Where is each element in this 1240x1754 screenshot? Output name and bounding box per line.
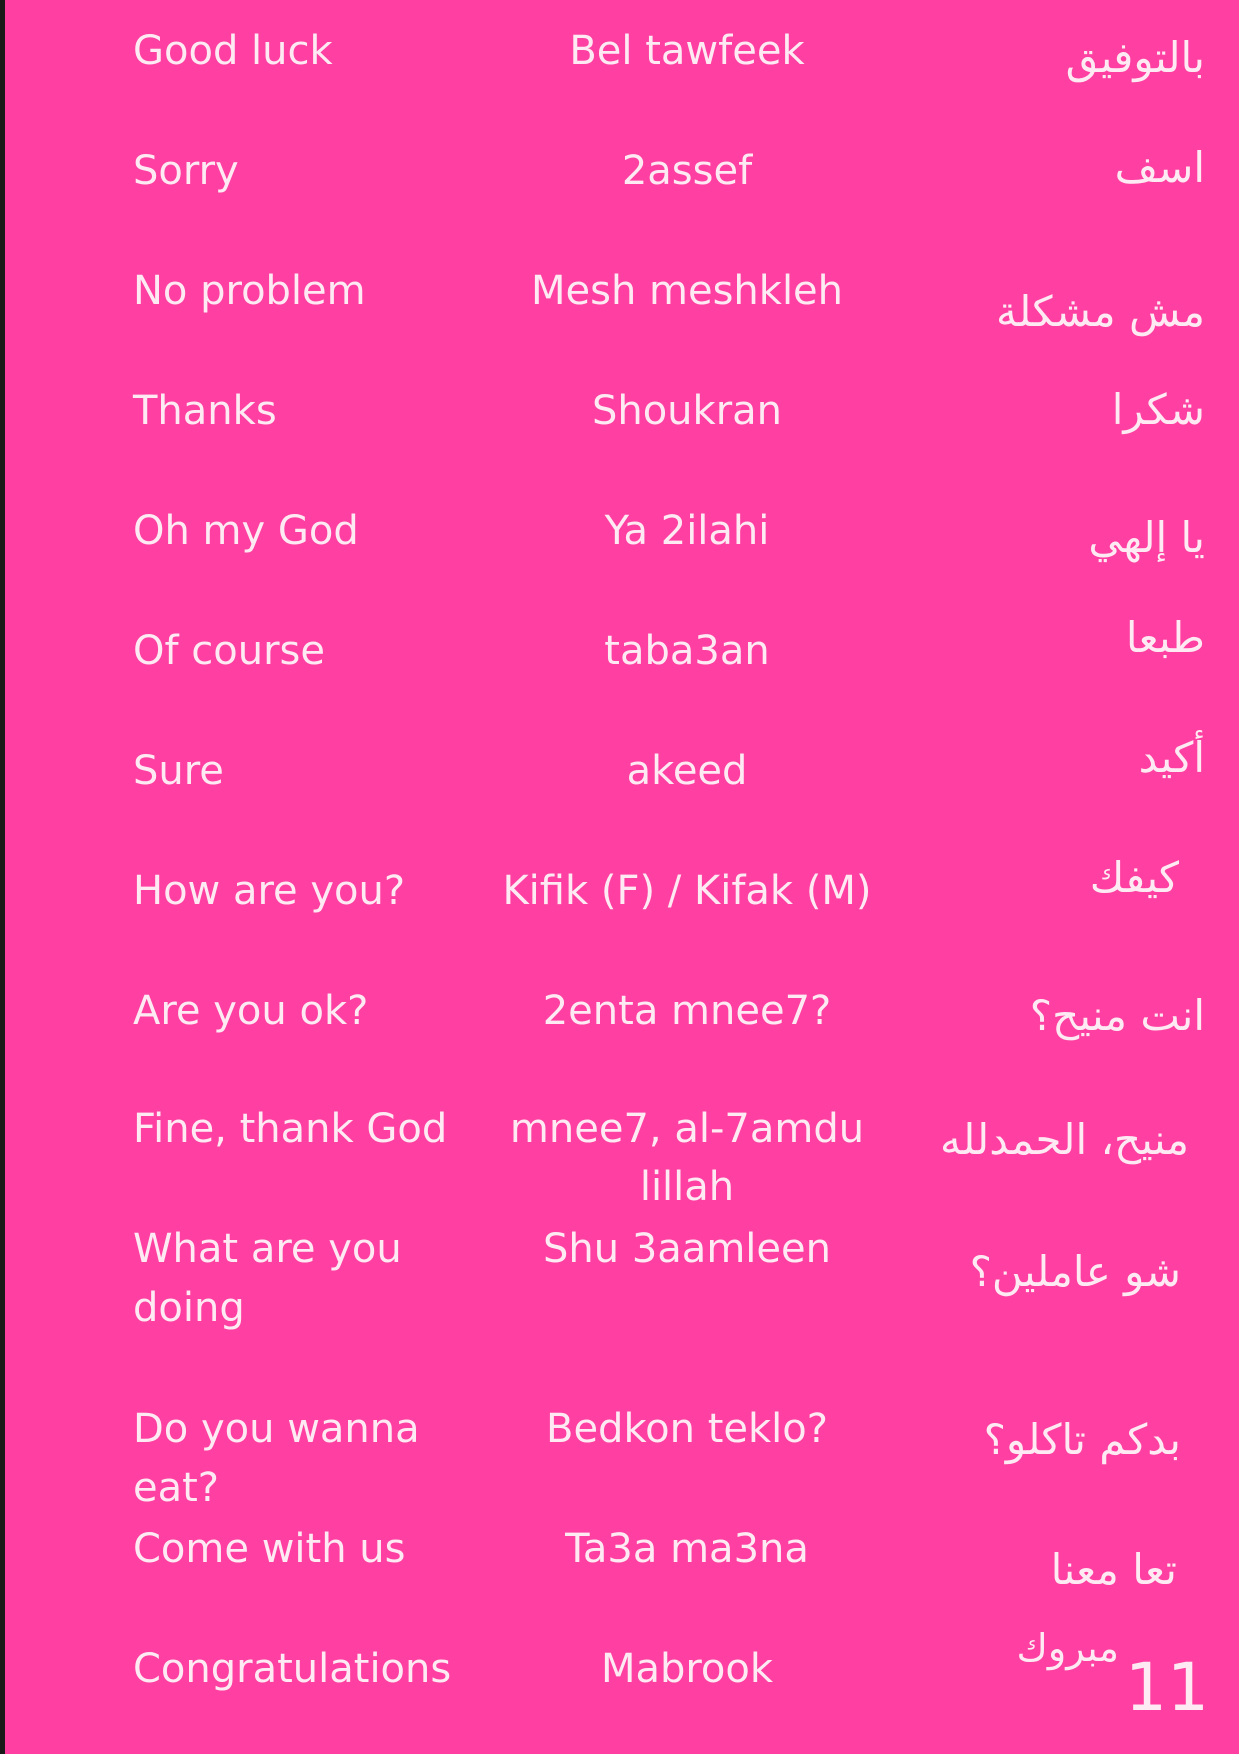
arabic-phrase: مبروك	[1016, 1626, 1119, 1670]
transliteration: Shu 3aamleen	[543, 1226, 831, 1272]
arabic-phrase: بدكم تاكلو؟	[983, 1415, 1181, 1464]
arabic-phrase: تعا معنا	[1050, 1545, 1177, 1594]
transliteration: Bel tawfeek	[569, 28, 805, 74]
transliteration: Ya 2ilahi	[604, 508, 770, 554]
arabic-phrase: طبعا	[1125, 613, 1205, 662]
arabic-phrase: بالتوفيق	[1065, 33, 1205, 82]
arabic-phrase: اسف	[1114, 143, 1205, 192]
english-phrase: Good luck	[133, 28, 333, 74]
english-phrase: Oh my God	[133, 508, 359, 554]
transliteration: Kifik (F) / Kifak (M)	[502, 868, 872, 914]
transliteration: Ta3a ma3na	[565, 1526, 809, 1572]
transliteration: taba3an	[604, 628, 770, 674]
english-phrase: Do you wanna eat?	[133, 1406, 420, 1511]
transliteration: 2assef	[621, 148, 753, 194]
english-phrase: Fine, thank God	[133, 1106, 448, 1152]
english-phrase: No problem	[133, 268, 366, 314]
arabic-phrase: يا إلهي	[1088, 513, 1205, 562]
arabic-phrase: انت منيح؟	[1029, 991, 1205, 1040]
arabic-phrase: منيح، الحمدلله	[940, 1115, 1189, 1164]
english-phrase: Are you ok?	[133, 988, 369, 1034]
phrasebook-page	[5, 0, 1239, 1754]
english-phrase: Of course	[133, 628, 325, 674]
english-phrase: Sorry	[133, 148, 239, 194]
transliteration: Mesh meshkleh	[530, 268, 844, 314]
page-number: 11	[1125, 1649, 1209, 1726]
arabic-phrase: كيفك	[1089, 853, 1179, 902]
transliteration: 2enta mnee7?	[542, 988, 832, 1034]
arabic-phrase: مش مشكلة	[996, 287, 1205, 336]
transliteration: akeed	[626, 748, 748, 794]
arabic-phrase: شو عاملين؟	[969, 1247, 1181, 1296]
transliteration: Mabrook	[600, 1646, 774, 1692]
english-phrase: Congratulations	[133, 1646, 452, 1692]
english-phrase: What are you doing	[133, 1226, 402, 1331]
english-phrase: Thanks	[133, 388, 277, 434]
transliteration: Shoukran	[591, 388, 783, 434]
english-phrase: How are you?	[133, 868, 406, 914]
english-phrase: Come with us	[133, 1526, 406, 1572]
transliteration: mnee7, al-7amdu lillah	[509, 1106, 865, 1210]
transliteration: Bedkon teklo?	[546, 1406, 828, 1452]
arabic-phrase: شكرا	[1111, 385, 1205, 434]
english-phrase: Sure	[133, 748, 224, 794]
arabic-phrase: أكيد	[1138, 733, 1205, 782]
